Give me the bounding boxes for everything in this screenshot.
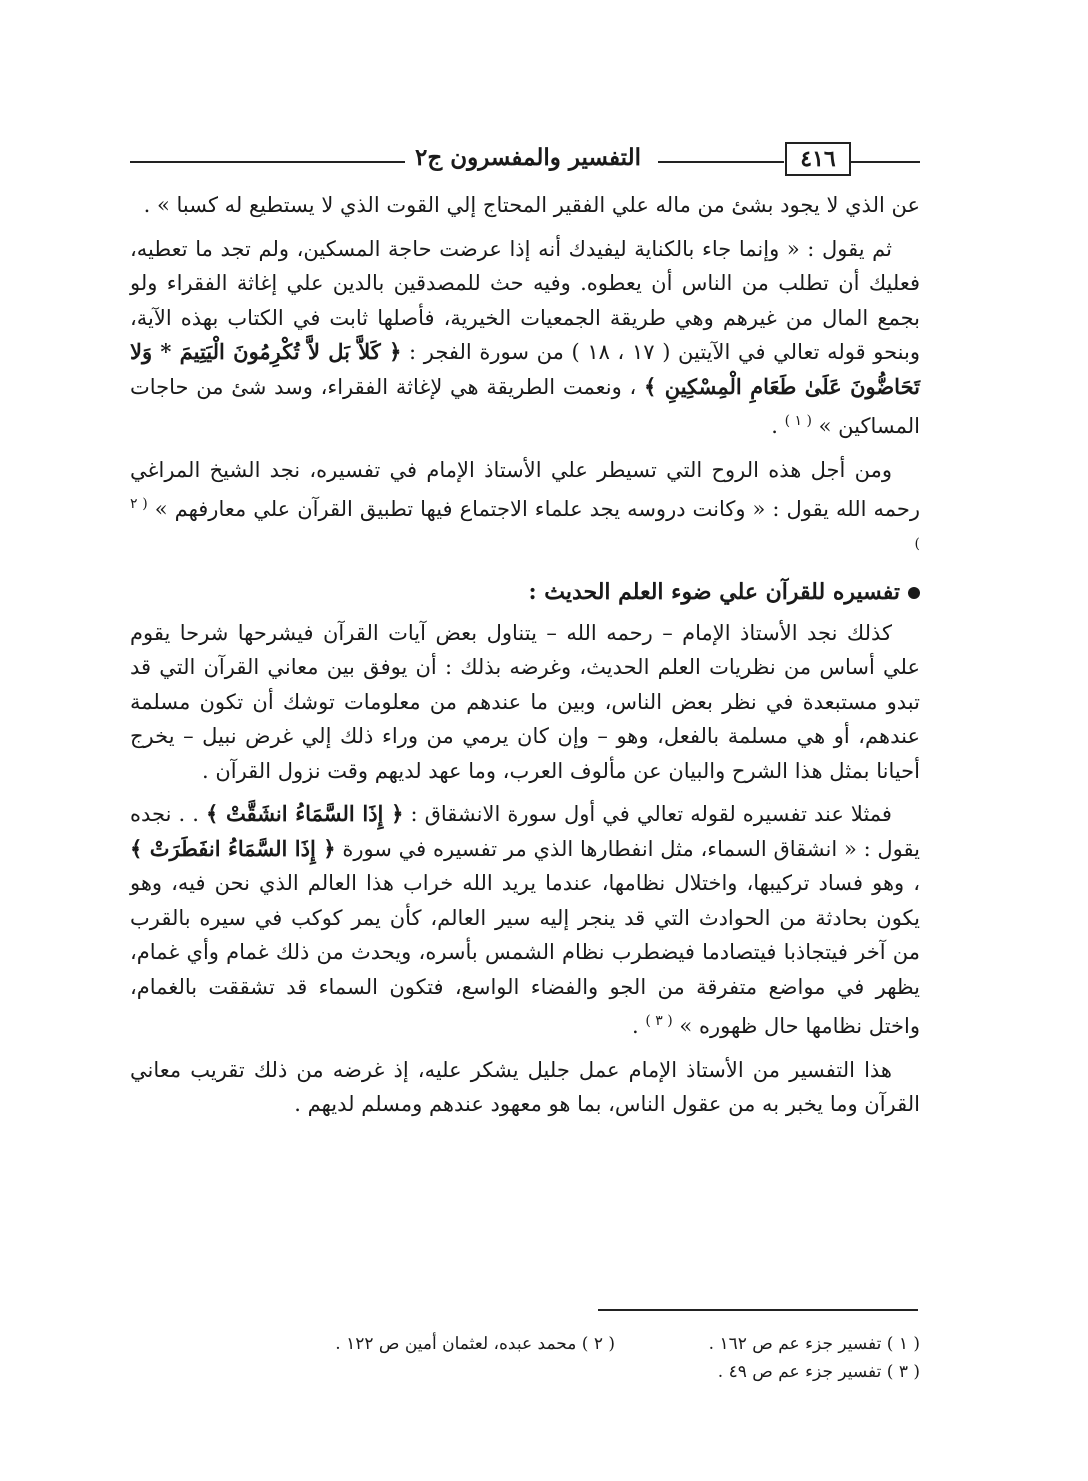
header-rule-left bbox=[130, 161, 405, 163]
paragraph-3-text: ومن أجل هذه الروح التي تسيطر علي الأستاذ الإمام في تفسيره، نجد الشيخ المراغي رحمه الله يقول : « وكانت دروسه يجد علماء الاجتماع فيها تطبيق القرآن علي معارفهم » bbox=[130, 457, 920, 521]
paragraph-2: ثم يقول : « وإنما جاء بالكناية ليفيدك أنه إذا عرضت حاجة المسكين، ولم تجد ما تعطيه، فعليك أن تطلب من الناس أن يعطوه. وفيه حث للمصدقين بالدين علي إغاثة الفقراء ولو بجمع المال من غيرهم وهي طريقة الجمعيات الخيرية، فأصلها ثابت في الكتاب بهذه الآية، وبنحو قوله تعالي في الآيتين ( ١٧ ، ١٨ ) من سورة الفجر : ﴿ كَلاَّ بَل لاَّ تُكْرِمُونَ الْيَتِيمَ * وَلا تَحَاضُّونَ عَلَىٰ طَعَامِ الْمِسْكِينِ ﴾ ، ونعمت الطريقة هي لإغاثة الفقراء، وسد شئ من حاجات المساكين » $^{( ١ )}$ . bbox=[130, 236, 920, 438]
bullet-icon bbox=[908, 587, 920, 599]
paragraph-2-text-a: ثم يقول : « وإنما جاء بالكناية ليفيدك أنه إذا عرضت حاجة المسكين، ولم تجد ما تعطيه، فعليك أن تطلب من الناس أن يعطوه. وفيه حث للمصدقين بالدين علي إغاثة الفقراء ولو بجمع المال من غيرهم وهي طريقة الجمعيات الخيرية، فأصلها ثابت في الكتاب بهذه الآية، وبنحو قوله تعالي في الآيتين ( ١٧ ، ١٨ ) من سورة الفجر : bbox=[130, 236, 920, 364]
footnote-ref-3: ( ٣ ) bbox=[645, 1013, 673, 1029]
footnote-ref-2: ( ٢ ) bbox=[130, 496, 920, 552]
section-heading bbox=[130, 575, 920, 610]
quran-verse-infitar: ﴿ إِذَا السَّمَاءُ انفَطَرَتْ ﴾ bbox=[130, 835, 336, 861]
footnote-ref-1: ( ١ ) bbox=[784, 413, 812, 429]
footnote-row-1 bbox=[310, 1330, 920, 1358]
paragraph-1: عن الذي لا يجود بشئ من ماله علي الفقير المحتاج إلي القوت الذي لا يستطيع له كسبا » . bbox=[143, 193, 920, 217]
footnotes bbox=[310, 1330, 920, 1386]
quran-verse-inshiqaq: ﴿ إِذَا السَّمَاءُ انشَقَّتْ ﴾ bbox=[205, 801, 404, 826]
paragraph-4: كذلك نجد الأستاذ الإمام – رحمه الله – يتناول بعض آيات القرآن فيشرحها شرحا يقوم علي أساس من نظريات العلم الحديث، وغرضه بذلك : أن يوفق بين معاني القرآن التي قد تبدو مستبعدة في نظر بعض الناس، وبين ما عندهم من معلومات توشك أن تكون مسلمة عندهم، أو هي مسلمة بالفعل، وهو – وإن كان يرمي من وراء ذلك إلي غرض نبيل – يخرج أحيانا بمثل هذا الشرح والبيان عن مألوف العرب، وما عهد لديهم وقت نزول القرآن . bbox=[130, 620, 920, 783]
quran-verse-fajr: ﴿ كَلاَّ بَل لاَّ تُكْرِمُونَ الْيَتِيمَ * وَلا تَحَاضُّونَ عَلَىٰ طَعَامِ الْمِسْكِينِ ﴾ bbox=[130, 339, 920, 399]
book-page bbox=[130, 140, 920, 1131]
footnote-row-2 bbox=[310, 1358, 920, 1386]
paragraph-5-text-c: ، وهو فساد تركيبها، واختلال نظامها، عندما يريد الله خراب هذا العالم الذي نحن فيه، وهو يكون بحادثة من الحوادث التي قد ينجر إليه سير العالم، كأن يمر كوكب في سيره بالقرب من آخر فيتجاذبا فيتصادما فيضطرب نظام الشمس بأسره، ويحدث من ذلك غمام وأي غمام، يظهر في مواضع متفرقة من الجو والفضاء الواسع، فتكون السماء قد تشققت بالغمام، واختل نظامها حال ظهوره » bbox=[130, 871, 920, 1038]
footnote-divider bbox=[598, 1309, 918, 1311]
header-rule-right bbox=[851, 161, 920, 163]
paragraph-3 bbox=[130, 453, 920, 567]
footnote-1: ( ١ ) تفسير جزء عم ص ١٦٢ . bbox=[708, 1334, 920, 1354]
header-rule-middle bbox=[658, 161, 784, 163]
footnote-3: ( ٣ ) تفسير جزء عم ص ٤٩ . bbox=[717, 1362, 920, 1382]
footnote-2: ( ٢ ) محمد عبده، لعثمان أمين ص ١٢٢ . bbox=[335, 1334, 615, 1354]
page-header bbox=[130, 140, 920, 180]
running-title: التفسير والمفسرون ج٢ bbox=[415, 144, 641, 171]
paragraph-2-text-b: ، ونعمت الطريقة هي لإغاثة الفقراء، وسد شئ من حاجات المساكين » bbox=[130, 374, 920, 438]
body-text bbox=[130, 188, 920, 1122]
paragraph-6: هذا التفسير من الأستاذ الإمام عمل جليل يشكر عليه، إذ غرضه من ذلك تقريب معاني القرآن وما يخبر به من عقول الناس، بما هو معهود عندهم ومسلم لديهم . bbox=[130, 1057, 920, 1116]
section-heading-text: تفسيره للقرآن علي ضوء العلم الحديث : bbox=[528, 579, 900, 605]
paragraph-5: فمثلا عند تفسيره لقوله تعالي في أول سورة الانشقاق : ﴿ إِذَا السَّمَاءُ انشَقَّتْ ﴾ . . نجده يقول : « انشقاق السماء، مثل انفطارها الذي مر تفسيره في سورة ﴿ إِذَا السَّمَاءُ انفَطَرَتْ ﴾ ، وهو فساد تركيبها، واختلال نظامها، عندما يريد الله خراب هذا العالم الذي نحن فيه، وهو يكون بحادثة من الحوادث التي قد ينجر إليه سير العالم، كأن يمر كوكب في سيره بالقرب من آخر فيتجاذبا فيتصادما فيضطرب نظام الشمس بأسره، ويحدث من ذلك غمام وأي غمام، يظهر في مواضع متفرقة من الجو والفضاء الواسع، فتكون السماء قد تشققت بالغمام، واختل نظامها حال ظهوره » $^{( ٣ )}$ . bbox=[130, 801, 920, 1038]
paragraph-5-text-a: فمثلا عند تفسيره لقوله تعالي في أول سورة الانشقاق : bbox=[410, 802, 892, 826]
page-number: ٤١٦ bbox=[785, 142, 851, 176]
paragraph-5-text-b: . . نجده يقول : « انشقاق السماء، مثل انفطارها الذي مر تفسيره في سورة bbox=[130, 802, 920, 861]
